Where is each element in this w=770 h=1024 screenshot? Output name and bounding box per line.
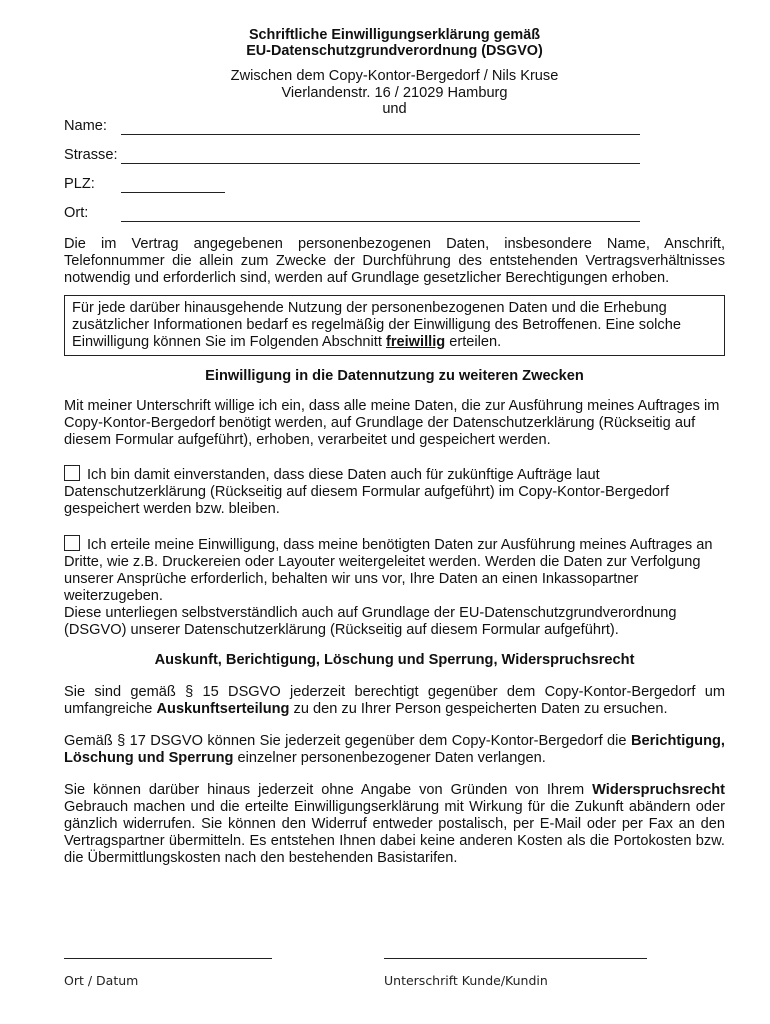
notice-text-before: Für jede darüber hinausgehende Nutzung der personenbezogenen Daten und die Erhebung zusätzlicher Informationen bedarf es regelmäßig der Einwilligung des Betroffenen. Eine solche Einwilligung können Sie im Folgenden Abschnitt bbox=[72, 299, 681, 350]
consent-paragraph: Mit meiner Unterschrift willige ich ein, dass alle meine Daten, die zur Ausführung meines Auftrages im Copy-Kontor-Bergedorf benötigt werden, auf Grundlage der Datenschutzerklärung (Rückseitig auf diesem Formular aufgeführt), erhoben, verarbeitet und gespeichert werden. bbox=[64, 397, 720, 448]
plz-label: PLZ: bbox=[64, 175, 95, 192]
strasse-field-row bbox=[64, 147, 725, 164]
place-date-line[interactable] bbox=[64, 958, 272, 959]
consent-option-1-text: Ich bin damit einverstanden, dass diese Daten auch für zukünftige Aufträge laut Datenschutzerklärung (Rückseitig auf diesem Formular aufgeführt) im Copy-Kontor-Bergedorf gespeichert werden bzw. bleiben. bbox=[64, 466, 670, 517]
notice-emphasis: freiwillig bbox=[385, 333, 446, 350]
rights-paragraph-3 bbox=[64, 782, 725, 867]
name-field[interactable] bbox=[121, 122, 640, 135]
rights-p2-tail: einzelner personenbezogener Daten verlangen. bbox=[233, 749, 546, 766]
strasse-field[interactable] bbox=[121, 151, 640, 164]
rights-p2-bold: Berichtigung, Löschung und Sperrung bbox=[64, 732, 725, 766]
rights-p1-bold: Auskunftserteilung bbox=[156, 700, 290, 717]
rights-p1-text: Sie sind gemäß § 15 DSGVO jederzeit berechtigt gegenüber dem Copy-Kontor-Bergedorf um umfangreiche bbox=[64, 683, 725, 717]
name-field-row bbox=[64, 118, 725, 135]
place-date-signature bbox=[64, 958, 272, 989]
title-line-2: EU-Datenschutzgrundverordnung (DSGVO) bbox=[246, 43, 543, 59]
document-title bbox=[64, 27, 725, 59]
consent-option-2 bbox=[64, 535, 725, 605]
customer-signature-label: Unterschrift Kunde/Kundin bbox=[384, 973, 548, 988]
rights-p1-tail: zu den zu Ihrer Person gespeicherten Daten zu ersuchen. bbox=[289, 700, 668, 717]
strasse-label: Strasse: bbox=[64, 146, 118, 163]
consent-option-2-text: Ich erteile meine Einwilligung, dass meine benötigten Daten zur Ausführung meines Auftrages an Dritte, wie z.B. Druckereien oder Layouter weitergeleitet werden. Werden die Daten zur Verfolgung unserer Ansprüche erforderlich, behalten wir uns vor, Ihre Daten an einen Inkassopartner weiterzugeben. bbox=[64, 536, 713, 604]
consent-form bbox=[64, 27, 725, 867]
plz-field[interactable] bbox=[121, 180, 225, 193]
consent-option-1 bbox=[64, 465, 725, 518]
rights-heading: Auskunft, Berichtigung, Löschung und Sperrung, Widerspruchsrecht bbox=[154, 651, 635, 668]
plz-field-row bbox=[64, 176, 725, 193]
title-line-1: Schriftliche Einwilligungserklärung gemäß bbox=[248, 27, 541, 43]
customer-signature-line[interactable] bbox=[384, 958, 647, 959]
rights-paragraph-2 bbox=[64, 733, 725, 767]
rights-paragraph-1 bbox=[64, 684, 725, 718]
party-block bbox=[64, 68, 725, 118]
party-line-1: Zwischen dem Copy-Kontor-Bergedorf / Nils Kruse bbox=[230, 68, 559, 84]
name-label: Name: bbox=[64, 117, 107, 134]
intro-paragraph: Die im Vertrag angegebenen personenbezogenen Daten, insbesondere Name, Anschrift, Telefonnummer die allein zum Zwecke der Durchführung des entstehenden Vertragsverhältnisses notwendig und erforderlich sind, werden auf Grundlage gesetzlicher Berechtigungen erhoben. bbox=[64, 235, 725, 286]
rights-p3-tail: Gebrauch machen und die erteilte Einwilligungserklärung mit Wirkung für die Zukunft abändern oder gänzlich widerrufen. Sie können den Widerruf entweder postalisch, per E-Mail oder per Fax an den Vertragspartner übermitteln. Es entstehen Ihnen dabei keine anderen Kosten als die Portokosten bzw. die Übermittlungskosten nach den bestehenden Basistarifen. bbox=[64, 798, 725, 866]
notice-text-after: erteilen. bbox=[445, 333, 502, 350]
consent-checkbox-1[interactable] bbox=[64, 465, 80, 481]
consent-checkbox-2[interactable] bbox=[64, 535, 80, 551]
rights-p3-text: Sie können darüber hinaus jederzeit ohne Angabe von Gründen von Ihrem bbox=[64, 781, 593, 798]
ort-field[interactable] bbox=[121, 209, 640, 222]
ort-label: Ort: bbox=[64, 204, 89, 221]
customer-signature bbox=[384, 958, 647, 989]
rights-p2-text: Gemäß § 17 DSGVO können Sie jederzeit gegenüber dem Copy-Kontor-Bergedorf die bbox=[64, 732, 631, 749]
rights-p3-bold: Widerspruchsrecht bbox=[592, 781, 725, 798]
address-fields bbox=[64, 118, 725, 222]
ort-field-row bbox=[64, 205, 725, 222]
notice-box bbox=[64, 295, 725, 356]
party-line-2: Vierlandenstr. 16 / 21029 Hamburg bbox=[281, 84, 508, 101]
party-line-3: und bbox=[382, 101, 407, 117]
place-date-label: Ort / Datum bbox=[64, 973, 139, 988]
consent-heading: Einwilligung in die Datennutzung zu weiteren Zwecken bbox=[205, 367, 584, 384]
consent-followup: Diese unterliegen selbstverständlich auch auf Grundlage der EU-Datenschutzgrundverordnung (DSGVO) unserer Datenschutzerklärung (Rückseitig auf diesem Formular aufgeführt). bbox=[64, 604, 677, 638]
